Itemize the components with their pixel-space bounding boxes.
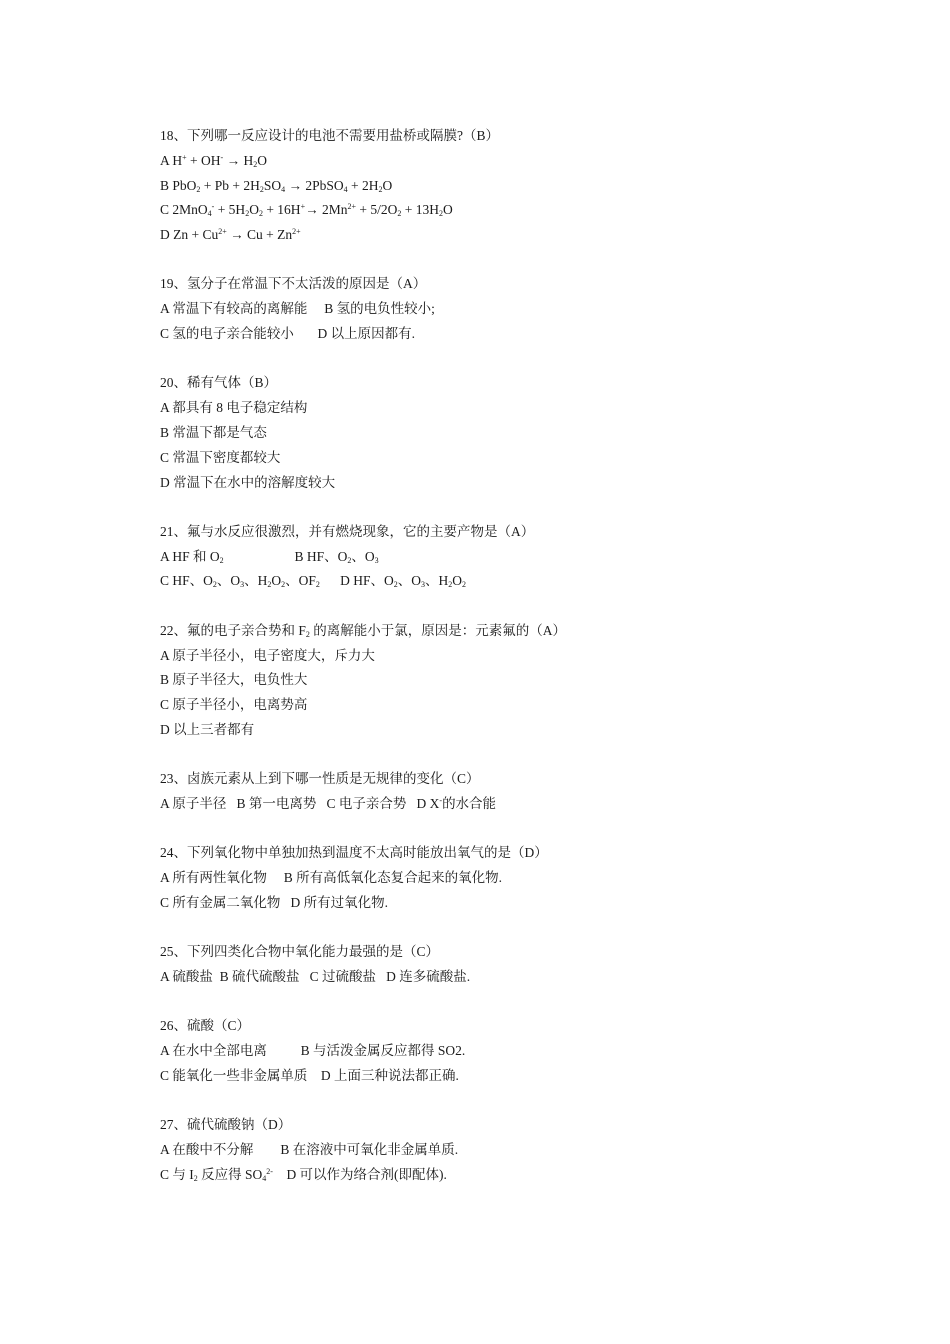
question-stem: 26、硫酸（C）: [160, 1018, 251, 1034]
answer-option: A 原子半径小，电子密度大，斥力大: [160, 647, 375, 663]
question-block-q23: [160, 767, 860, 817]
answer-option: A 所有两性氧化物 B 所有高低氧化态复合起来的氧化物.: [160, 870, 503, 886]
answer-option: A 都具有 8 电子稳定结构: [160, 400, 308, 416]
answer-option: D 常温下在水中的溶解度较大: [160, 474, 336, 490]
answer-option: D $Zn + Cu^{2+} \to Cu + Zn^{2+}$: [160, 227, 301, 243]
answer-option: C 原子半径小，电离势高: [160, 697, 308, 713]
question-block-q27: [160, 1113, 860, 1187]
question-stem: 18、下列哪一反应设计的电池不需要用盐桥或隔膜?（B）: [160, 128, 499, 143]
answer-option: A HF 和 $O_2$ B HF、$O_2$、$O_3$: [160, 548, 379, 565]
question-block-q24: [160, 841, 860, 915]
question-block-q26: [160, 1014, 860, 1088]
question-stem: 24、下列氧化物中单独加热到温度不太高时能放出氧气的是（D）: [160, 845, 548, 861]
answer-option: C 与 $I_2$ 反应得 $SO_4^{2-}$ D 可以作为络合剂(即配体).: [160, 1166, 447, 1183]
answer-option: D 以上三者都有: [160, 721, 255, 737]
question-stem: 19、氢分子在常温下不太活泼的原因是（A）: [160, 276, 427, 292]
question-block-q19: [160, 272, 860, 346]
question-block-q20: [160, 371, 860, 495]
answer-option: B 原子半径大，电负性大: [160, 672, 308, 688]
answer-option: A 硫酸盐 B 硫代硫酸盐 C 过硫酸盐 D 连多硫酸盐.: [160, 969, 471, 985]
question-stem: 21、氟与水反应很激烈，并有燃烧现象，它的主要产物是（A）: [160, 523, 535, 539]
question-stem: 25、下列四类化合物中氧化能力最强的是（C）: [160, 944, 440, 960]
answer-option: C HF、$O_2$、$O_3$、$H_2O_2$、$OF_2$ D HF、$O_2$、$O_3$、$H_2O_2$: [160, 573, 467, 590]
question-stem: 23、卤族元素从上到下哪一性质是无规律的变化（C）: [160, 771, 480, 787]
answer-option: C 氢的电子亲合能较小 D 以上原因都有.: [160, 326, 416, 342]
question-block-q22: [160, 619, 860, 743]
answer-option: C $2MnO_4^- + 5H_2O_2 + 16H^+\to 2Mn^{2+} + 5/2O_2 + 13H_2O$: [160, 202, 453, 219]
question-block-q25: [160, 940, 860, 990]
answer-option: A 原子半径 B 第一电离势 C 电子亲合势 D X-的水合能: [160, 796, 497, 812]
answer-option: A $H^+ + OH^- \to H_2O$: [160, 152, 267, 169]
answer-option: A 在水中全部电离 B 与活泼金属反应都得 SO2.: [160, 1043, 466, 1059]
question-block-q18: [160, 124, 860, 248]
answer-option: B 常温下都是气态: [160, 424, 267, 440]
answer-option: B $PbO_2 + Pb + 2H_2SO_4$ → 2PbSO$_4$ + $2H_2O$: [160, 177, 393, 194]
question-stem: 27、硫代硫酸钠（D）: [160, 1117, 292, 1133]
answer-option: C 能氧化一些非金属单质 D 上面三种说法都正确.: [160, 1067, 459, 1083]
answer-option: C 常温下密度都较大: [160, 449, 281, 465]
question-list: [160, 124, 860, 1212]
answer-option: A 在酸中不分解 B 在溶液中可氧化非金属单质.: [160, 1142, 459, 1157]
answer-option: A 常温下有较高的离解能 B 氢的电负性较小;: [160, 301, 435, 317]
question-stem: 20、稀有气体（B）: [160, 375, 278, 391]
question-block-q21: [160, 520, 860, 594]
question-stem: 22、氟的电子亲合势和 $F_2$ 的离解能小于氯，原因是：元素氟的（A）: [160, 622, 567, 639]
answer-option: C 所有金属二氧化物 D 所有过氧化物.: [160, 894, 389, 910]
